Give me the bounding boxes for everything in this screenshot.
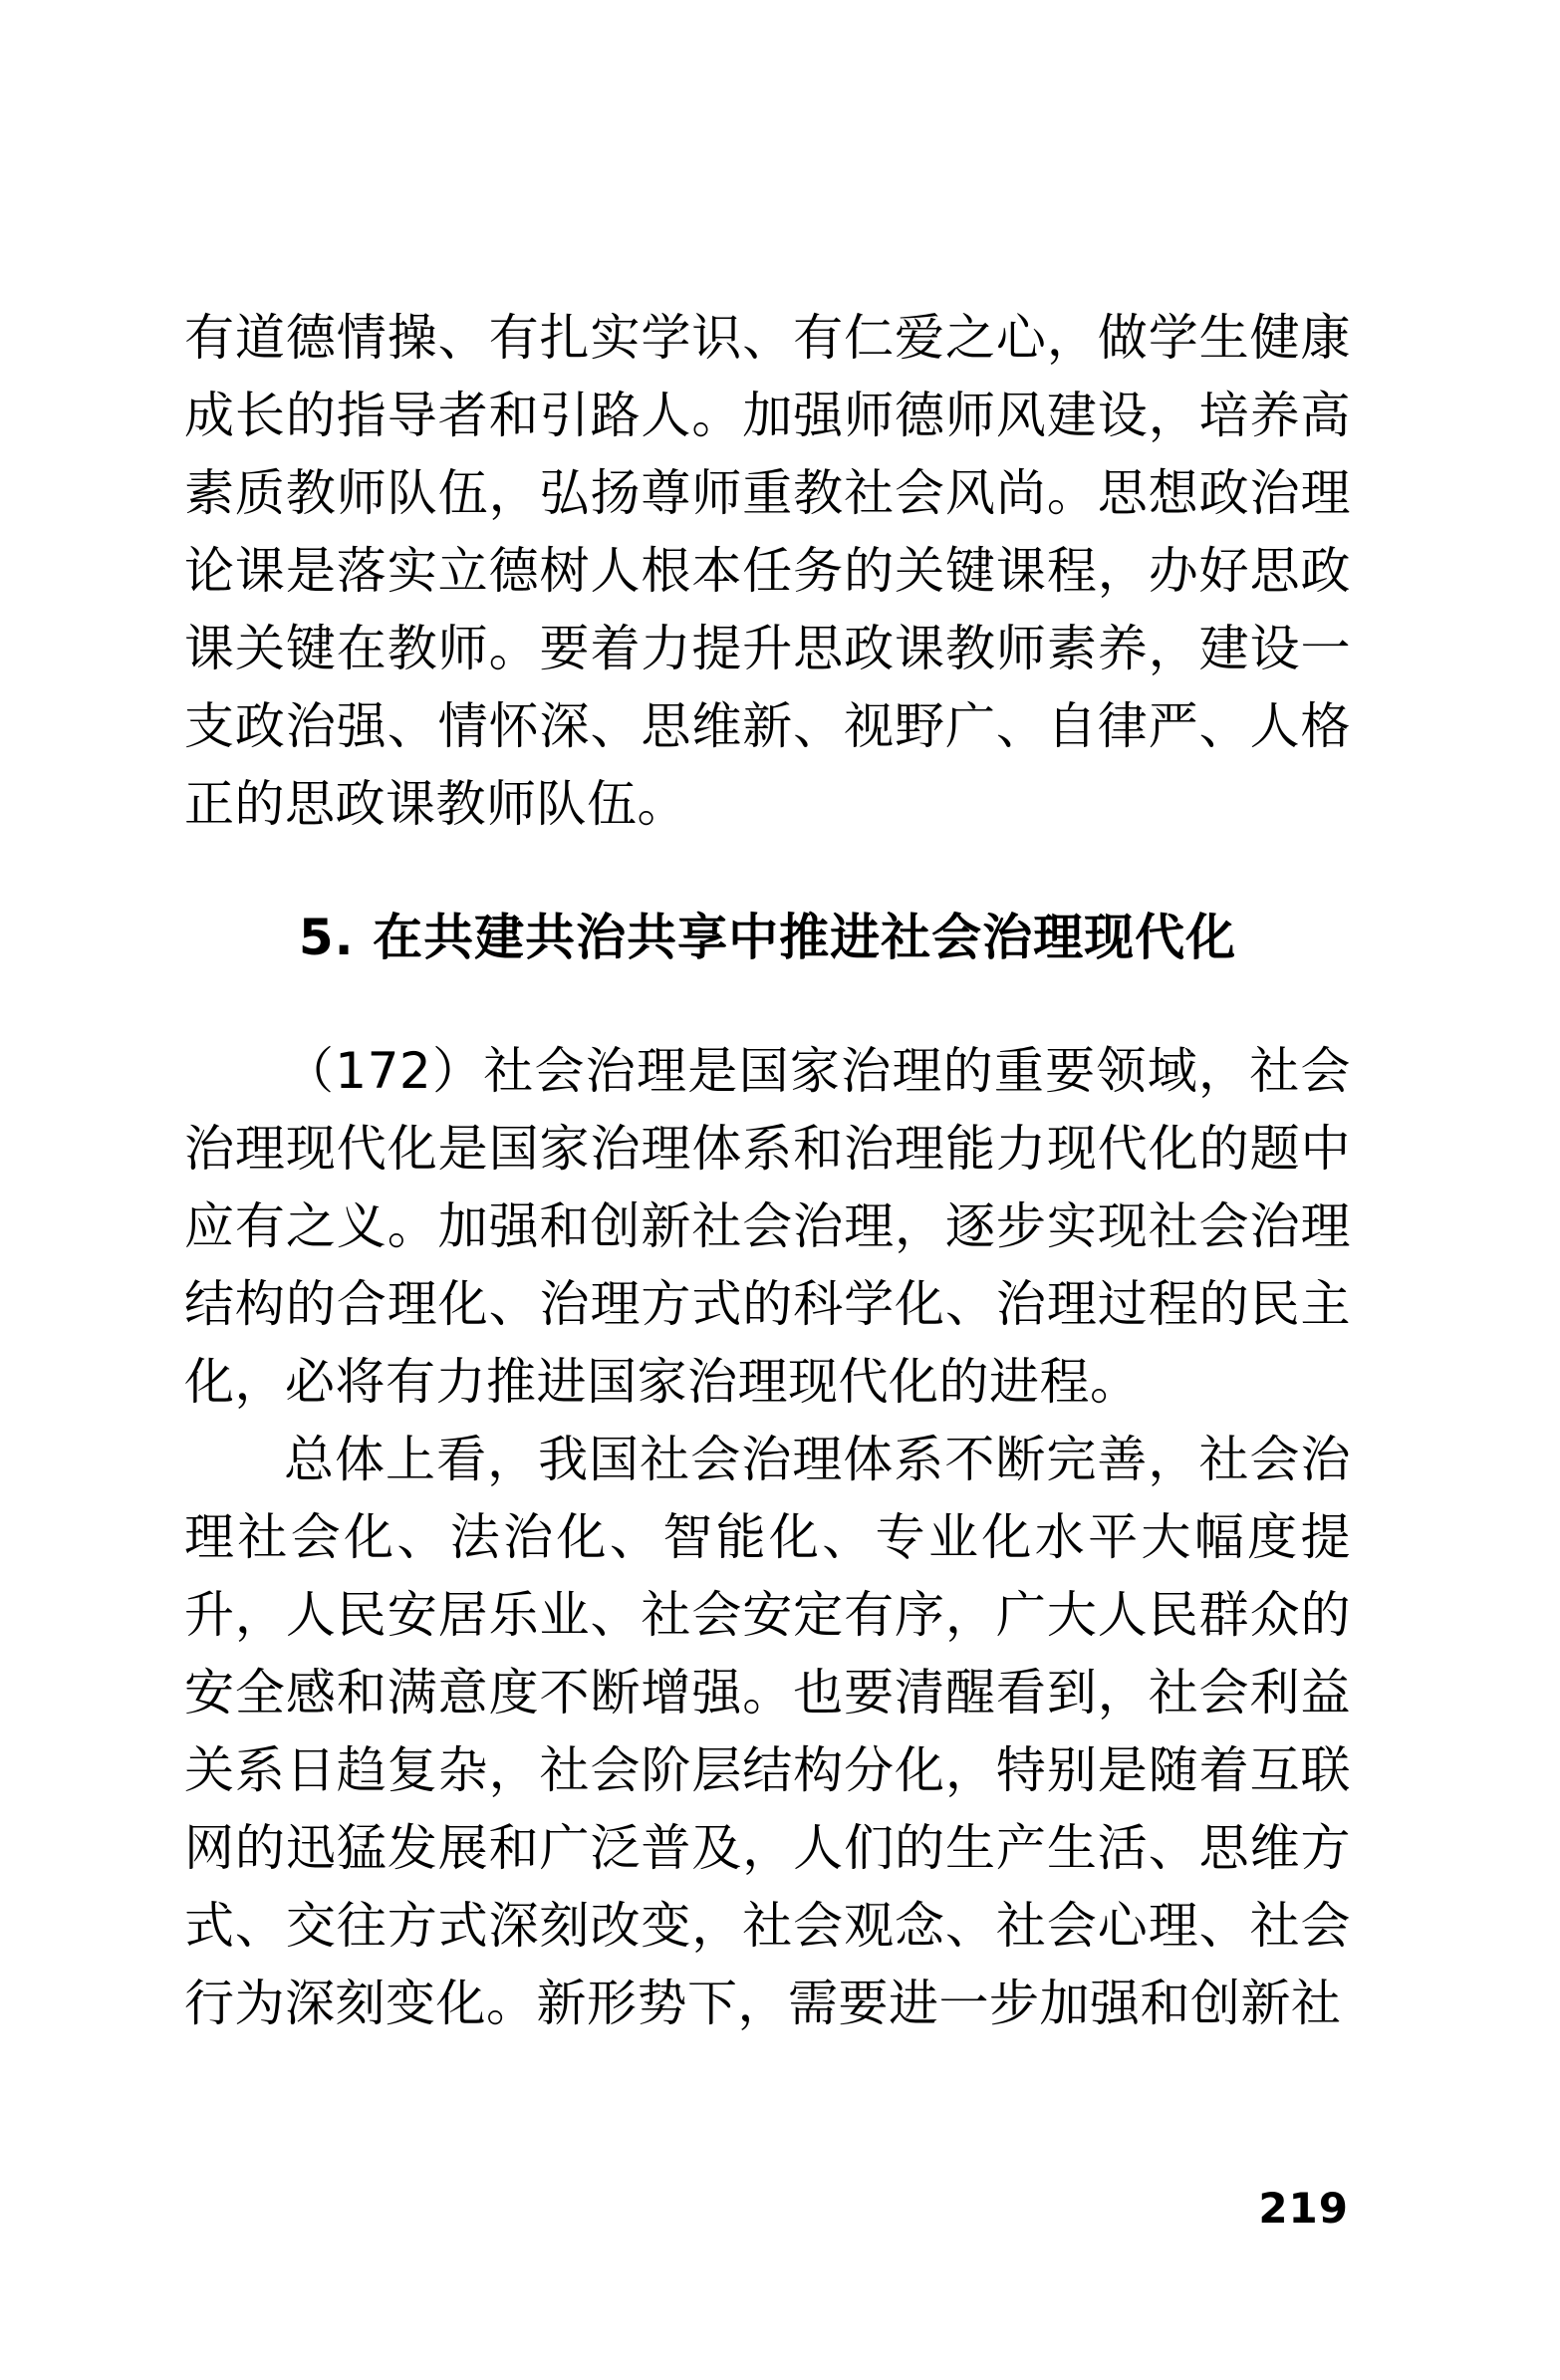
page-number: 219 bbox=[1258, 2184, 1349, 2233]
body-paragraph-2: （172）社会治理是国家治理的重要领域，社会治理现代化是国家治理体系和治理能力现代化的题中应有之义。加强和创新社会治理，逐步实现社会治理结构的合理化、治理方式的科学化、治理过程的民主化，必将有力推进国家治理现代化的进程。 bbox=[184, 1042, 1351, 1411]
body-paragraph-3: 总体上看，我国社会治理体系不断完善，社会治理社会化、法治化、智能化、专业化水平大幅度提升，人民安居乐业、社会安定有序，广大人民群众的安全感和满意度不断增强。也要清醒看到，社会利益关系日趋复杂，社会阶层结构分化，特别是随着互联网的迅猛发展和广泛普及，人们的生产生活、思维方式、交往方式深刻改变，社会观念、社会心理、社会行为深刻变化。新形势下，需要进一步加强和创新社 bbox=[184, 1431, 1351, 2032]
body-paragraph-1: 有道德情操、有扎实学识、有仁爱之心，做学生健康成长的指导者和引路人。加强师德师风建设，培养高素质教师队伍，弘扬尊师重教社会风尚。思想政治理论课是落实立德树人根本任务的关键课程，办好思政课关键在教师。要着力提升思政课教师素养，建设一支政治强、情怀深、思维新、视野广、自律严、人格正的思政课教师队伍。 bbox=[184, 309, 1351, 833]
section-heading: 5. 在共建共治共享中推进社会治理现代化 bbox=[298, 909, 1237, 966]
